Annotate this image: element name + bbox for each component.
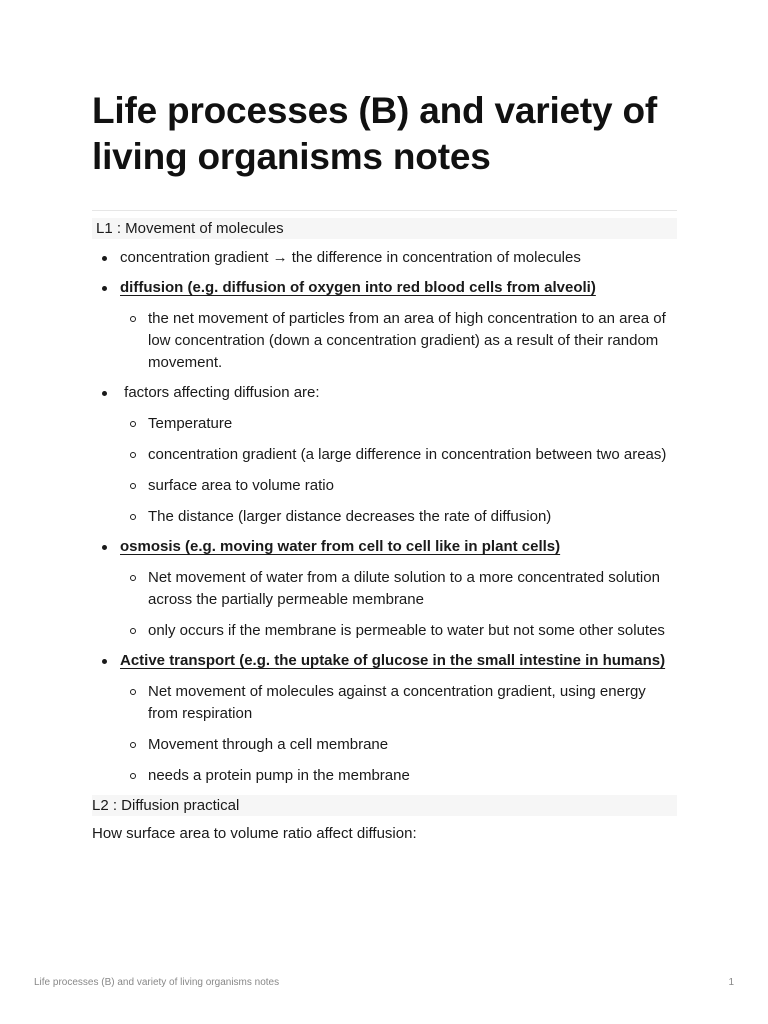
sub-list-item bbox=[120, 308, 677, 374]
bullet-circle-icon bbox=[130, 514, 136, 520]
list-item-text: factors affecting diffusion are: bbox=[120, 384, 320, 401]
sub-list-item-text: Net movement of molecules against a concentration gradient, using energy from respiration bbox=[148, 683, 646, 722]
section-heading-l1: L1 : Movement of molecules bbox=[92, 218, 677, 239]
sub-list-item bbox=[120, 620, 677, 642]
sub-bullet-list bbox=[120, 308, 677, 374]
footer-page-number: 1 bbox=[728, 977, 734, 988]
list-item bbox=[92, 650, 677, 787]
sub-list-item bbox=[120, 413, 677, 435]
title-divider bbox=[92, 210, 677, 211]
section-heading-l2: L2 : Diffusion practical bbox=[92, 795, 677, 816]
sub-list-item-text: Temperature bbox=[148, 415, 233, 432]
list-item bbox=[92, 277, 677, 374]
sub-bullet-list bbox=[120, 413, 677, 528]
list-item bbox=[92, 536, 677, 642]
bullet-circle-icon bbox=[130, 742, 136, 748]
bullet-dot-icon bbox=[102, 391, 107, 396]
sub-list-item-text: the net movement of particles from an area of high concentration to an area of low concentration (down a concentration gradient) as a result of their random movement. bbox=[148, 310, 666, 371]
sub-bullet-list bbox=[120, 681, 677, 787]
list-item-term-osmosis: osmosis (e.g. moving water from cell to cell like in plant cells) bbox=[120, 538, 561, 555]
list-item bbox=[92, 247, 677, 269]
sub-list-item-text: The distance (larger distance decreases the rate of diffusion) bbox=[148, 508, 552, 525]
sub-list-item-text: Movement through a cell membrane bbox=[148, 736, 389, 753]
bullet-dot-icon bbox=[102, 286, 107, 291]
sub-list-item-text: needs a protein pump in the membrane bbox=[148, 767, 410, 784]
sub-list-item bbox=[120, 444, 677, 466]
list-item bbox=[92, 382, 677, 528]
bullet-circle-icon bbox=[130, 689, 136, 695]
sub-bullet-list bbox=[120, 567, 677, 642]
sub-list-item bbox=[120, 475, 677, 497]
sub-list-item bbox=[120, 734, 677, 756]
list-item-term-active-transport: Active transport (e.g. the uptake of glucose in the small intestine in humans) bbox=[120, 652, 666, 669]
sub-list-item bbox=[120, 765, 677, 787]
bullet-circle-icon bbox=[130, 483, 136, 489]
sub-list-item-text: Net movement of water from a dilute solution to a more concentrated solution across the partially permeable membrane bbox=[148, 569, 660, 608]
document-page bbox=[92, 88, 677, 845]
footer-document-title: Life processes (B) and variety of living organisms notes bbox=[34, 977, 280, 988]
bullet-circle-icon bbox=[130, 421, 136, 427]
bullet-dot-icon bbox=[102, 545, 107, 550]
page-title: Life processes (B) and variety of living organisms notes bbox=[92, 90, 658, 177]
l1-bullet-list bbox=[92, 247, 677, 787]
bullet-dot-icon bbox=[102, 256, 107, 261]
bullet-circle-icon bbox=[130, 316, 136, 322]
bullet-circle-icon bbox=[130, 628, 136, 634]
sub-list-item-text: concentration gradient (a large difference in concentration between two areas) bbox=[148, 446, 667, 463]
sub-list-item bbox=[120, 567, 677, 611]
list-item-text: concentration gradient → the difference in concentration of molecules bbox=[120, 249, 581, 266]
bullet-circle-icon bbox=[130, 452, 136, 458]
bullet-circle-icon bbox=[130, 773, 136, 779]
list-item-term-diffusion: diffusion (e.g. diffusion of oxygen into red blood cells from alveoli) bbox=[120, 279, 596, 296]
sub-list-item-text: only occurs if the membrane is permeable to water but not some other solutes bbox=[148, 622, 665, 639]
bullet-circle-icon bbox=[130, 575, 136, 581]
sub-list-item bbox=[120, 506, 677, 528]
l2-intro-text: How surface area to volume ratio affect diffusion: bbox=[92, 825, 417, 842]
bullet-dot-icon bbox=[102, 659, 107, 664]
sub-list-item-text: surface area to volume ratio bbox=[148, 477, 334, 494]
sub-list-item bbox=[120, 681, 677, 725]
